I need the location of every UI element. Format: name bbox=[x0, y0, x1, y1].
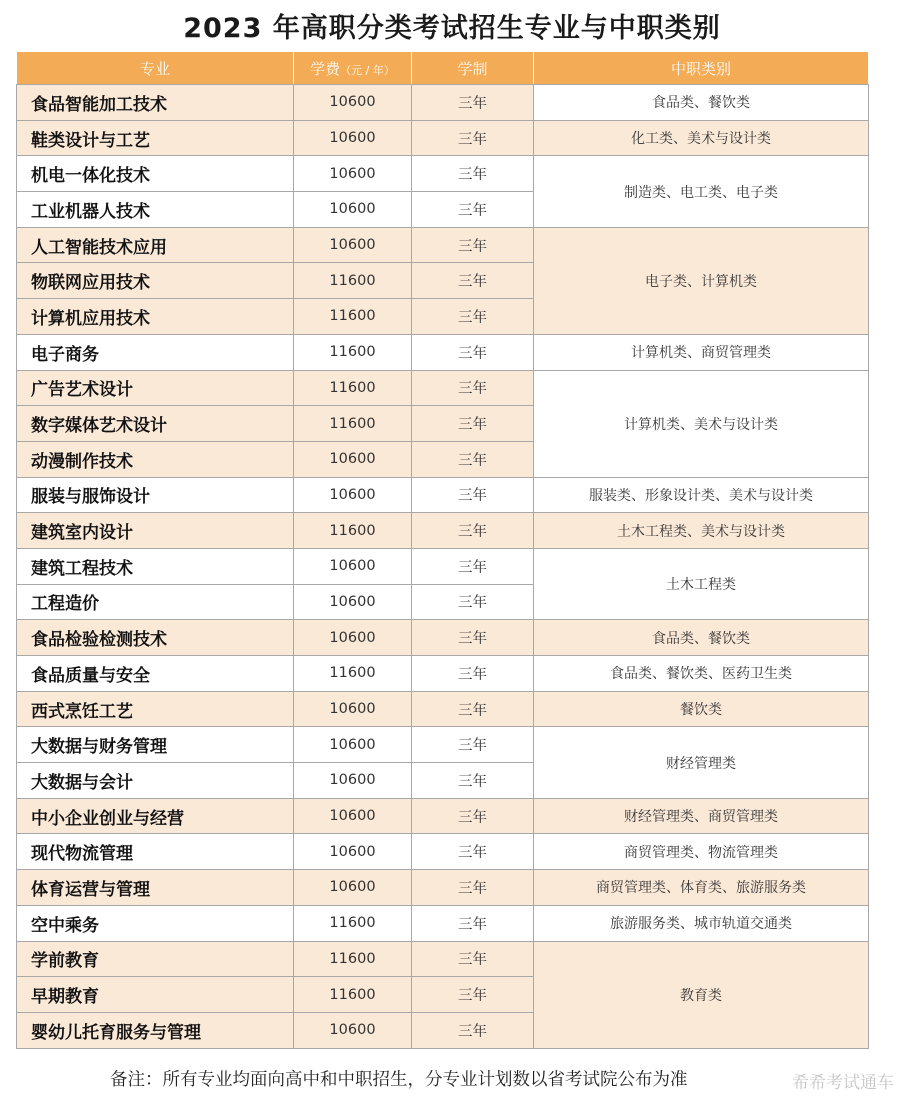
duration-value: 三年 bbox=[412, 406, 534, 442]
header-fee-label: 学费 bbox=[310, 59, 341, 78]
major-name: 工业机器人技术 bbox=[17, 192, 294, 228]
major-name: 食品智能加工技术 bbox=[17, 85, 294, 121]
page-title: 2023 年高职分类考试招生专业与中职类别 bbox=[183, 13, 721, 44]
major-name: 工程造价 bbox=[17, 584, 294, 620]
fee-value: 11600 bbox=[294, 905, 412, 941]
duration-value: 三年 bbox=[412, 334, 534, 370]
fee-value: 10600 bbox=[294, 548, 412, 584]
major-name: 建筑室内设计 bbox=[17, 513, 294, 549]
duration-value: 三年 bbox=[412, 477, 534, 513]
major-name: 建筑工程技术 bbox=[17, 548, 294, 584]
duration-value: 三年 bbox=[412, 798, 534, 834]
header-fee-unit: （元 / 年） bbox=[340, 63, 395, 77]
fee-value: 11600 bbox=[294, 656, 412, 692]
table-row bbox=[17, 548, 869, 584]
table-row bbox=[17, 477, 869, 513]
table-row bbox=[17, 656, 869, 692]
major-name: 食品质量与安全 bbox=[17, 656, 294, 692]
major-name: 大数据与会计 bbox=[17, 763, 294, 799]
major-name: 数字媒体艺术设计 bbox=[17, 406, 294, 442]
watermark: 希希考试通车 bbox=[792, 1073, 894, 1093]
fee-value: 10600 bbox=[294, 477, 412, 513]
category-cell: 土木工程类 bbox=[534, 548, 869, 619]
duration-value: 三年 bbox=[412, 513, 534, 549]
duration-value: 三年 bbox=[412, 85, 534, 121]
duration-value: 三年 bbox=[412, 870, 534, 906]
category-cell: 财经管理类、商贸管理类 bbox=[534, 798, 869, 834]
duration-value: 三年 bbox=[412, 727, 534, 763]
duration-value: 三年 bbox=[412, 977, 534, 1013]
duration-value: 三年 bbox=[412, 834, 534, 870]
duration-value: 三年 bbox=[412, 584, 534, 620]
category-cell: 食品类、餐饮类 bbox=[534, 620, 869, 656]
table-row bbox=[17, 834, 869, 870]
table-row bbox=[17, 798, 869, 834]
table-row bbox=[17, 905, 869, 941]
category-cell: 商贸管理类、体育类、旅游服务类 bbox=[534, 870, 869, 906]
category-cell: 计算机类、美术与设计类 bbox=[534, 370, 869, 477]
major-name: 动漫制作技术 bbox=[17, 441, 294, 477]
major-name: 早期教育 bbox=[17, 977, 294, 1013]
fee-value: 11600 bbox=[294, 299, 412, 335]
fee-value: 11600 bbox=[294, 977, 412, 1013]
header-fee bbox=[294, 52, 412, 85]
header-category: 中职类别 bbox=[534, 52, 869, 85]
category-cell: 旅游服务类、城市轨道交通类 bbox=[534, 905, 869, 941]
fee-value: 10600 bbox=[294, 834, 412, 870]
table-row bbox=[17, 85, 869, 121]
category-cell: 食品类、餐饮类 bbox=[534, 85, 869, 121]
major-name: 人工智能技术应用 bbox=[17, 227, 294, 263]
header-duration: 学制 bbox=[412, 52, 534, 85]
duration-value: 三年 bbox=[412, 263, 534, 299]
fee-value: 10600 bbox=[294, 870, 412, 906]
duration-value: 三年 bbox=[412, 156, 534, 192]
category-cell: 土木工程类、美术与设计类 bbox=[534, 513, 869, 549]
major-name: 机电一体化技术 bbox=[17, 156, 294, 192]
fee-value: 10600 bbox=[294, 727, 412, 763]
majors-table bbox=[16, 51, 869, 1049]
category-cell: 制造类、电工类、电子类 bbox=[534, 156, 869, 227]
duration-value: 三年 bbox=[412, 620, 534, 656]
fee-value: 11600 bbox=[294, 370, 412, 406]
fee-value: 10600 bbox=[294, 156, 412, 192]
fee-value: 11600 bbox=[294, 334, 412, 370]
fee-value: 10600 bbox=[294, 192, 412, 228]
duration-value: 三年 bbox=[412, 691, 534, 727]
category-cell: 商贸管理类、物流管理类 bbox=[534, 834, 869, 870]
duration-value: 三年 bbox=[412, 120, 534, 156]
category-cell: 餐饮类 bbox=[534, 691, 869, 727]
header-major: 专业 bbox=[17, 52, 294, 85]
duration-value: 三年 bbox=[412, 370, 534, 406]
major-name: 广告艺术设计 bbox=[17, 370, 294, 406]
table-row bbox=[17, 727, 869, 763]
category-cell: 化工类、美术与设计类 bbox=[534, 120, 869, 156]
major-name: 鞋类设计与工艺 bbox=[17, 120, 294, 156]
duration-value: 三年 bbox=[412, 1012, 534, 1048]
major-name: 空中乘务 bbox=[17, 905, 294, 941]
table-row bbox=[17, 513, 869, 549]
fee-value: 10600 bbox=[294, 798, 412, 834]
major-name: 计算机应用技术 bbox=[17, 299, 294, 335]
category-cell: 教育类 bbox=[534, 941, 869, 1048]
major-name: 中小企业创业与经营 bbox=[17, 798, 294, 834]
major-name: 现代物流管理 bbox=[17, 834, 294, 870]
duration-value: 三年 bbox=[412, 656, 534, 692]
table-row bbox=[17, 370, 869, 406]
duration-value: 三年 bbox=[412, 941, 534, 977]
major-name: 学前教育 bbox=[17, 941, 294, 977]
table-row bbox=[17, 334, 869, 370]
major-name: 西式烹饪工艺 bbox=[17, 691, 294, 727]
category-cell: 财经管理类 bbox=[534, 727, 869, 798]
major-name: 服装与服饰设计 bbox=[17, 477, 294, 513]
duration-value: 三年 bbox=[412, 299, 534, 335]
fee-value: 11600 bbox=[294, 513, 412, 549]
table-row bbox=[17, 691, 869, 727]
table-header-row bbox=[17, 52, 869, 85]
table-row bbox=[17, 227, 869, 263]
category-cell: 服装类、形象设计类、美术与设计类 bbox=[534, 477, 869, 513]
fee-value: 10600 bbox=[294, 691, 412, 727]
fee-value: 10600 bbox=[294, 85, 412, 121]
major-name: 物联网应用技术 bbox=[17, 263, 294, 299]
table-row bbox=[17, 941, 869, 977]
table-row bbox=[17, 870, 869, 906]
duration-value: 三年 bbox=[412, 548, 534, 584]
major-name: 大数据与财务管理 bbox=[17, 727, 294, 763]
footnote: 备注：所有专业均面向高中和中职招生，分专业计划数以省考试院公布为准 bbox=[110, 1070, 688, 1090]
duration-value: 三年 bbox=[412, 192, 534, 228]
category-cell: 电子类、计算机类 bbox=[534, 227, 869, 334]
major-name: 体育运营与管理 bbox=[17, 870, 294, 906]
fee-value: 11600 bbox=[294, 406, 412, 442]
fee-value: 10600 bbox=[294, 584, 412, 620]
table-row bbox=[17, 156, 869, 192]
table-row bbox=[17, 120, 869, 156]
category-cell: 食品类、餐饮类、医药卫生类 bbox=[534, 656, 869, 692]
duration-value: 三年 bbox=[412, 227, 534, 263]
duration-value: 三年 bbox=[412, 763, 534, 799]
duration-value: 三年 bbox=[412, 905, 534, 941]
fee-value: 10600 bbox=[294, 227, 412, 263]
fee-value: 10600 bbox=[294, 441, 412, 477]
fee-value: 10600 bbox=[294, 1012, 412, 1048]
fee-value: 10600 bbox=[294, 120, 412, 156]
fee-value: 11600 bbox=[294, 263, 412, 299]
major-name: 食品检验检测技术 bbox=[17, 620, 294, 656]
category-cell: 计算机类、商贸管理类 bbox=[534, 334, 869, 370]
table-row bbox=[17, 620, 869, 656]
fee-value: 11600 bbox=[294, 941, 412, 977]
major-name: 电子商务 bbox=[17, 334, 294, 370]
major-name: 婴幼儿托育服务与管理 bbox=[17, 1012, 294, 1048]
fee-value: 10600 bbox=[294, 620, 412, 656]
fee-value: 10600 bbox=[294, 763, 412, 799]
duration-value: 三年 bbox=[412, 441, 534, 477]
